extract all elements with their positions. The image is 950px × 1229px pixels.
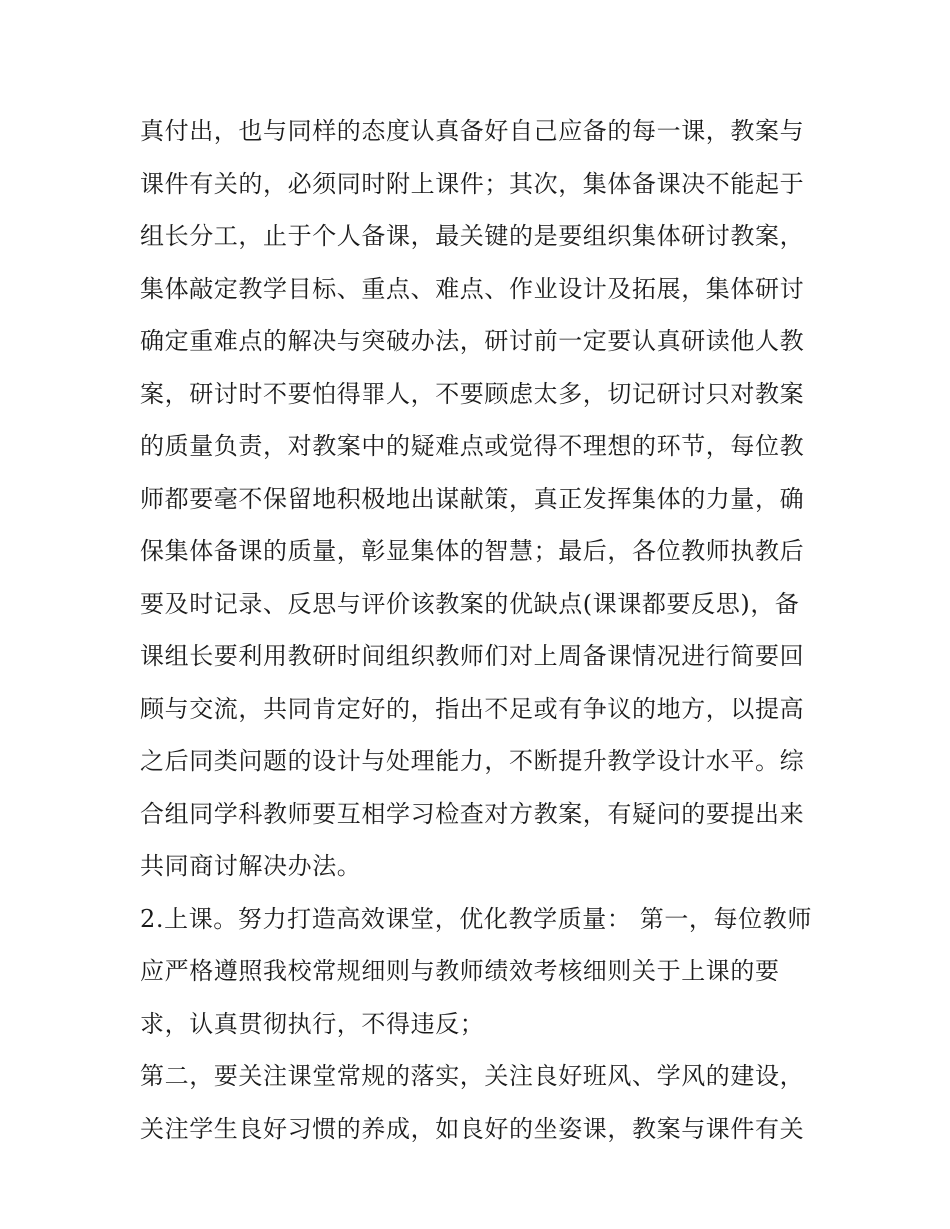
- text-line-6: 案，研讨时不要怕得罪人，不要顾虑太多，切记研讨只对教案: [140, 379, 805, 408]
- text-line-4: 集体敲定教学目标、重点、难点、作业设计及拓展，集体研讨: [140, 274, 805, 303]
- text-line-13: 之后同类问题的设计与处理能力，不断提升教学设计水平。综: [140, 747, 805, 775]
- text-line-15: 共同商讨解决办法。: [140, 852, 362, 880]
- text-line-12: 顾与交流，共同肯定好的，指出不足或有争议的地方，以提高: [140, 694, 805, 723]
- text-line-19: 第二，要关注课堂常规的落实，关注良好班风、学风的建设，: [140, 1062, 805, 1090]
- text-line-3: 组长分工，止于个人备课，最关键的是要组织集体研讨教案，: [140, 222, 805, 250]
- text-line-5: 确定重难点的解决与突破办法，研讨前一定要认真研读他人教: [140, 327, 805, 355]
- text-line-8: 师都要毫不保留地积极地出谋献策，真正发挥集体的力量，确: [140, 484, 805, 513]
- body-text: [140, 105, 820, 1155]
- text-line-11: 课组长要利用教研时间组织教师们对上周备课情况进行简要回: [140, 642, 805, 670]
- text-line-17: 应严格遵照我校常规细则与教师绩效考核细则关于上课的要: [140, 957, 780, 985]
- text-line-20: 关注学生良好习惯的养成，如良好的坐姿课，教案与课件有关: [140, 1114, 805, 1143]
- text-line-2: 课件有关的，必须同时附上课件；其次，集体备课决不能起于: [140, 169, 805, 198]
- text-line-7: 的质量负责，对教案中的疑难点或觉得不理想的环节，每位教: [140, 432, 805, 460]
- text-line-14: 合组同学科教师要互相学习检查对方教案，有疑问的要提出来: [140, 799, 805, 828]
- text-line-1: 真付出，也与同样的态度认真备好自己应备的每一课，教案与: [140, 117, 805, 145]
- text-line-10: 要及时记录、反思与评价该教案的优缺点(课课都要反思)，备: [140, 589, 800, 618]
- text-line-18: 求，认真贯彻执行，不得违反；: [140, 1009, 485, 1038]
- text-line-9: 保集体备课的质量，彰显集体的智慧；最后，各位教师执教后: [140, 537, 805, 565]
- text-line-16: 2.上课。努力打造高效课堂，优化教学质量： 第一，每位教师: [140, 904, 812, 933]
